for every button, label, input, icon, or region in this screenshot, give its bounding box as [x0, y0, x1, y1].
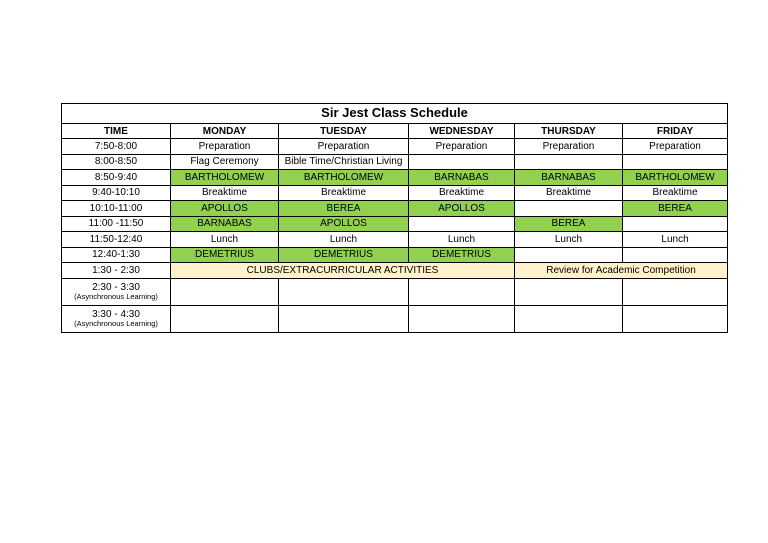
- class-cell: [623, 154, 728, 170]
- class-cell: [171, 305, 279, 332]
- class-cell: Lunch: [409, 232, 515, 248]
- time-slot-label: 2:30 - 3:30: [92, 281, 140, 293]
- schedule-title: Sir Jest Class Schedule: [62, 104, 728, 124]
- schedule-row: [62, 247, 728, 263]
- class-cell: [279, 278, 409, 305]
- class-cell: [171, 278, 279, 305]
- class-cell: [409, 216, 515, 232]
- header-monday: MONDAY: [171, 124, 279, 139]
- class-cell: Lunch: [623, 232, 728, 248]
- class-cell: Preparation: [409, 139, 515, 155]
- class-cell: Breaktime: [171, 185, 279, 201]
- time-slot-cell: [62, 278, 171, 305]
- schedule-row: [62, 305, 728, 332]
- class-cell: [623, 216, 728, 232]
- time-slot-label: 8:50-9:40: [94, 171, 138, 183]
- class-cell: [515, 278, 623, 305]
- time-slot-note: (Asynchronous Learning): [74, 318, 158, 328]
- header-thursday: THURSDAY: [515, 124, 623, 139]
- class-cell: Preparation: [515, 139, 623, 155]
- time-slot-cell: [62, 232, 171, 248]
- time-slot-cell: [62, 305, 171, 332]
- class-cell: [515, 154, 623, 170]
- time-slot-label: 9:40-10:10: [92, 187, 140, 199]
- class-cell: APOLLOS: [409, 201, 515, 217]
- class-cell: [515, 305, 623, 332]
- schedule-row: [62, 232, 728, 248]
- time-slot-cell: [62, 201, 171, 217]
- schedule-body: [62, 139, 728, 333]
- header-row: [62, 124, 728, 139]
- class-cell: APOLLOS: [279, 216, 409, 232]
- class-cell: [409, 305, 515, 332]
- time-slot-label: 8:00-8:50: [94, 156, 138, 168]
- time-slot-cell: [62, 216, 171, 232]
- class-cell: Lunch: [171, 232, 279, 248]
- class-cell: BARTHOLOMEW: [279, 170, 409, 186]
- class-cell: DEMETRIUS: [171, 247, 279, 263]
- schedule-row: [62, 170, 728, 186]
- class-cell: BEREA: [623, 201, 728, 217]
- class-cell: Breaktime: [409, 185, 515, 201]
- header-time: TIME: [62, 124, 171, 139]
- class-cell: Breaktime: [515, 185, 623, 201]
- schedule-row: [62, 278, 728, 305]
- time-slot-label: 11:00 -11:50: [88, 218, 144, 230]
- time-slot-label: 7:50-8:00: [94, 140, 138, 152]
- class-cell: CLUBS/EXTRACURRICULAR ACTIVITIES: [171, 263, 515, 279]
- time-slot-cell: [62, 170, 171, 186]
- class-cell: Flag Ceremony: [171, 154, 279, 170]
- class-cell: APOLLOS: [171, 201, 279, 217]
- time-slot-label: 12:40-1:30: [92, 249, 140, 261]
- class-cell: BEREA: [279, 201, 409, 217]
- time-slot-label: 10:10-11:00: [89, 202, 143, 214]
- time-slot-cell: [62, 247, 171, 263]
- class-cell: BARNABAS: [515, 170, 623, 186]
- time-slot-label: 1:30 - 2:30: [92, 264, 140, 276]
- class-cell: Preparation: [171, 139, 279, 155]
- header-tuesday: TUESDAY: [279, 124, 409, 139]
- class-cell: Preparation: [623, 139, 728, 155]
- class-cell: Preparation: [279, 139, 409, 155]
- time-slot-label: 11:50-12:40: [89, 233, 143, 245]
- class-cell: [623, 305, 728, 332]
- time-slot-cell: [62, 185, 171, 201]
- class-cell: BARTHOLOMEW: [171, 170, 279, 186]
- time-slot-cell: [62, 154, 171, 170]
- schedule-row: [62, 154, 728, 170]
- schedule-row: [62, 216, 728, 232]
- class-cell: Review for Academic Competition: [515, 263, 728, 279]
- class-cell: DEMETRIUS: [409, 247, 515, 263]
- schedule-row: [62, 263, 728, 279]
- class-cell: Lunch: [515, 232, 623, 248]
- time-slot-cell: [62, 139, 171, 155]
- class-cell: BARTHOLOMEW: [623, 170, 728, 186]
- class-cell: [623, 247, 728, 263]
- class-cell: BARNABAS: [409, 170, 515, 186]
- class-cell: BEREA: [515, 216, 623, 232]
- time-slot-note: (Asynchronous Learning): [74, 291, 158, 301]
- class-cell: Lunch: [279, 232, 409, 248]
- class-cell: [409, 278, 515, 305]
- schedule-row: [62, 139, 728, 155]
- class-cell: Breaktime: [623, 185, 728, 201]
- class-cell: [623, 278, 728, 305]
- schedule-row: [62, 201, 728, 217]
- header-wednesday: WEDNESDAY: [409, 124, 515, 139]
- time-slot-label: 3:30 - 4:30: [92, 308, 140, 320]
- class-cell: [515, 201, 623, 217]
- class-cell: [409, 154, 515, 170]
- class-cell: [515, 247, 623, 263]
- time-slot-cell: [62, 263, 171, 279]
- class-cell: Breaktime: [279, 185, 409, 201]
- class-schedule-table: [61, 103, 728, 333]
- class-cell: DEMETRIUS: [279, 247, 409, 263]
- class-cell: BARNABAS: [171, 216, 279, 232]
- class-cell: [279, 305, 409, 332]
- header-friday: FRIDAY: [623, 124, 728, 139]
- schedule-row: [62, 185, 728, 201]
- class-cell: Bible Time/Christian Living: [279, 154, 409, 170]
